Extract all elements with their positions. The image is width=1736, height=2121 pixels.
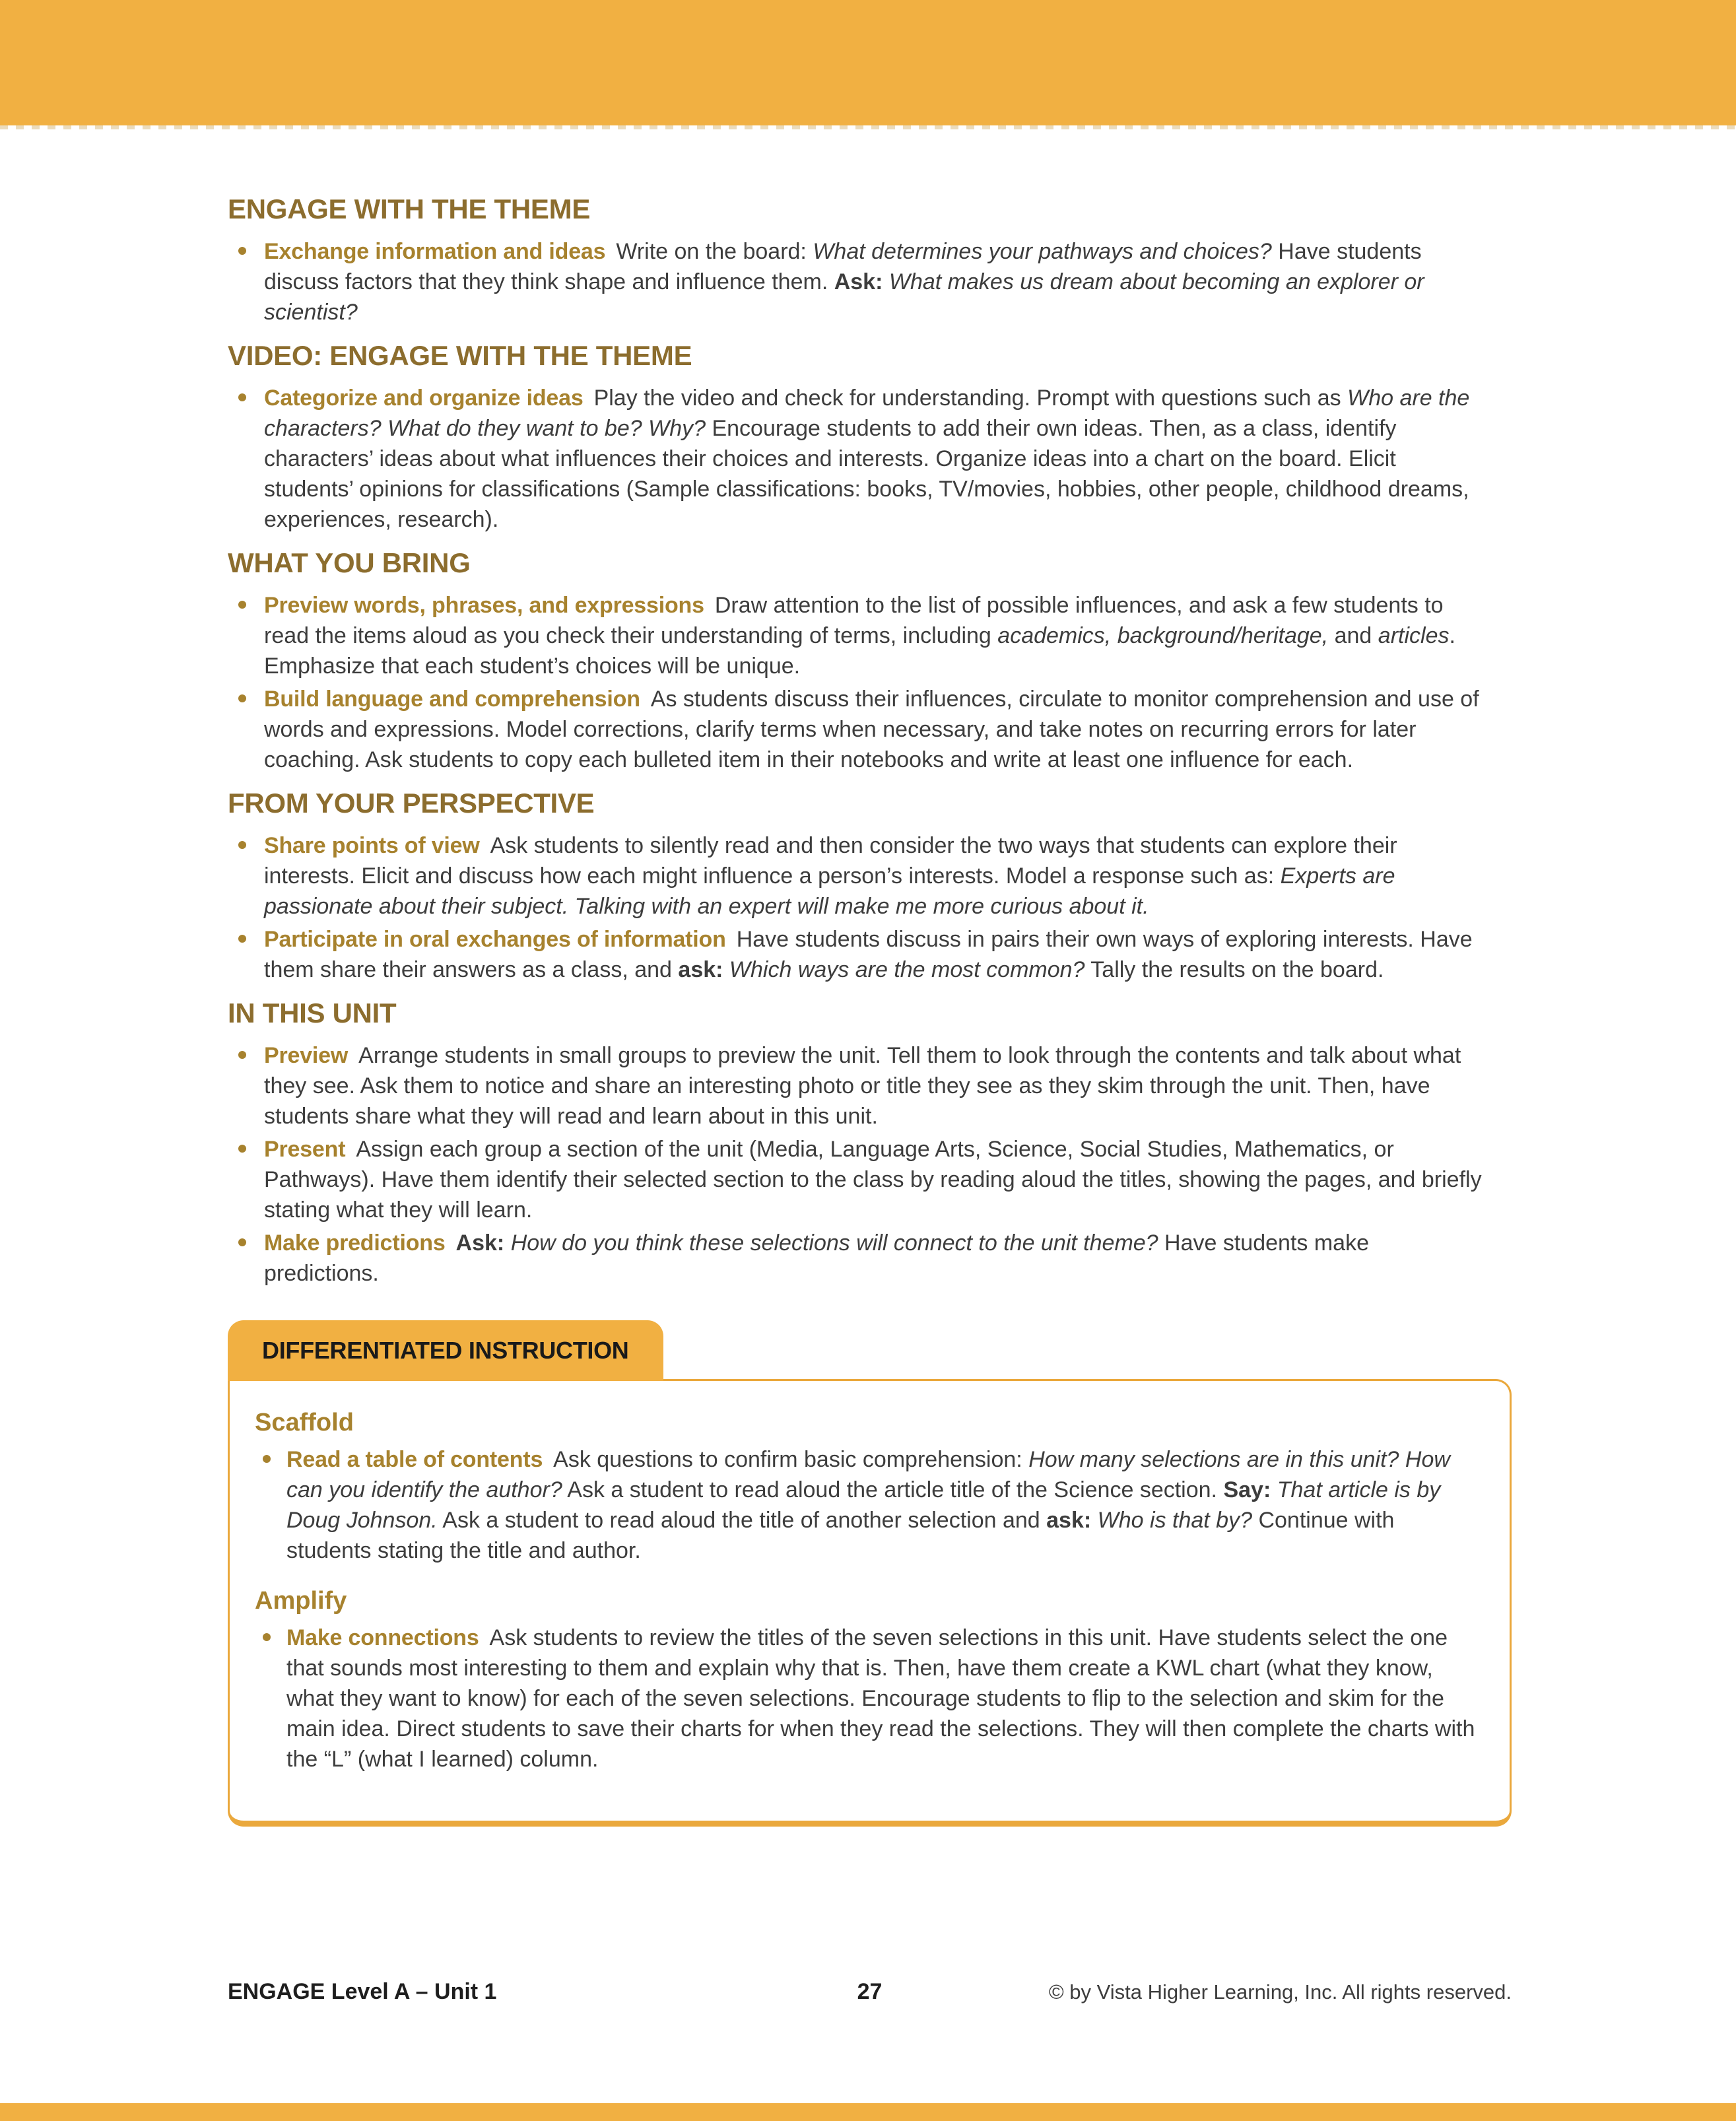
bullet-icon — [238, 393, 246, 401]
bullet-item — [228, 590, 1482, 681]
bullet-text: Write on the board: What determines your pathways and choices? Have students discuss factors that they think shape and influence them. Ask: What makes us dream about becoming an explorer or scientist? — [264, 239, 1424, 325]
bullet-text: Ask questions to confirm basic comprehension: How many selections are in this unit? How can you identify the author? Ask a student to read aloud the article title of the Science section. Say: That article is by Doug Johnson. Ask a student to read aloud the title of another selection and ask: Who is that by? Continue with students stating the title and author. — [286, 1447, 1450, 1563]
bullet-item — [228, 1040, 1482, 1131]
top-banner — [0, 0, 1736, 125]
bullet-text: Draw attention to the list of possible influences, and ask a few students to read the items aloud as you check their understanding of terms, including academics, background/heritage, and articles. Emphasize that each student’s choices will be unique. — [264, 593, 1455, 679]
section-in-this-unit — [228, 998, 1482, 1289]
bullet-list — [228, 1040, 1482, 1289]
section-title: ENGAGE WITH THE THEME — [228, 193, 591, 224]
bullet-text: Assign each group a section of the unit (Media, Language Arts, Science, Social Studies, Mathematics, or Pathways). Have them identify their selected section to the class by reading aloud the titles, showing the pages, and briefly stating what they will learn. — [264, 1137, 1482, 1223]
bullet-icon — [238, 694, 246, 702]
bullet-text: Ask students to review the titles of the seven selections in this unit. Have students select the one that sounds most interesting to them and explain why that is. Then, have them create a KWL chart (what they know, what they want to know) for each of the seven selections. Encourage students to flip to the selection and skim for the main idea. Direct students to save their charts for when they read the selections. They will then complete the charts with the “L” (what I learned) column. — [286, 1625, 1475, 1772]
bullet-text: As students discuss their influences, circulate to monitor comprehension and use of words and expressions. Model corrections, clarify terms when necessary, and take notes on recurring errors for later coaching. Ask students to copy each bulleted item in their notebooks and write at least one influence for each. — [264, 687, 1479, 772]
page-content — [228, 125, 1482, 1827]
bullet-item — [228, 684, 1482, 775]
differentiated-instruction-box — [228, 1320, 1512, 1827]
bullet-icon — [263, 1633, 271, 1641]
section-title: FROM YOUR PERSPECTIVE — [228, 788, 595, 819]
section-from-your-perspective — [228, 788, 1482, 985]
bullet-text: Arrange students in small groups to preview the unit. Tell them to look through the contents and talk about what they see. Ask them to notice and share an interesting photo or title they see as they skim through the unit. Then, have students share what they will read and learn about in this unit. — [264, 1043, 1461, 1129]
bullet-item — [228, 924, 1482, 985]
bullet-icon — [238, 935, 246, 943]
bullet-lead: Preview — [264, 1043, 349, 1068]
bottom-banner — [0, 2103, 1736, 2121]
bullet-text: Ask: How do you think these selections will connect to the unit theme? Have students make predictions. — [264, 1230, 1369, 1286]
section-title: WHAT YOU BRING — [228, 547, 471, 578]
bullet-list — [228, 830, 1482, 985]
footer-copyright: © by Vista Higher Learning, Inc. All rights reserved. — [1048, 1980, 1512, 2003]
section-video-engage-with-the-theme — [228, 341, 1482, 535]
bullet-list — [228, 383, 1482, 535]
di-subsection-title-amplify: Amplify — [255, 1587, 347, 1615]
differentiated-instruction-body — [228, 1379, 1512, 1827]
bullet-icon — [238, 841, 246, 849]
section-engage-with-the-theme — [228, 194, 1482, 327]
bullet-list — [255, 1623, 1481, 1774]
bullet-lead: Participate in oral exchanges of information — [264, 927, 726, 952]
bullet-text: Have students discuss in pairs their own ways of exploring interests. Have them share their answers as a class, and ask: Which ways are the most common? Tally the results on the board. — [264, 927, 1473, 982]
bullet-item — [255, 1623, 1481, 1774]
bullet-lead: Present — [264, 1137, 346, 1162]
bullet-lead: Make predictions — [264, 1230, 446, 1256]
bullet-icon — [238, 1051, 246, 1059]
bullet-item — [255, 1444, 1481, 1566]
bullet-item — [228, 1134, 1482, 1225]
bullet-lead: Make connections — [286, 1625, 479, 1650]
bullet-lead: Exchange information and ideas — [264, 239, 606, 264]
bullet-item — [228, 830, 1482, 922]
di-subsection-title-scaffold: Scaffold — [255, 1409, 354, 1436]
bullet-item — [228, 383, 1482, 535]
bullet-item — [228, 1228, 1482, 1289]
bullet-lead: Share points of view — [264, 833, 480, 858]
section-title: VIDEO: ENGAGE WITH THE THEME — [228, 340, 692, 371]
section-title: IN THIS UNIT — [228, 997, 397, 1028]
bullet-list — [228, 590, 1482, 775]
bullet-text: Ask students to silently read and then consider the two ways that students can explore their interests. Elicit and discuss how each might influence a person’s interests. Model a response such as: Experts are passionate about their subject. Talking with an expert will make me more curious about it. — [264, 833, 1397, 919]
bullet-item — [228, 236, 1482, 327]
bullet-icon — [238, 601, 246, 609]
footer-page-number: 27 — [857, 1979, 883, 2004]
bullet-text: Play the video and check for understanding. Prompt with questions such as Who are the characters? What do they want to be? Why? Encourage students to add their own ideas. Then, as a class, identify characters’ ideas about what influences their choices and interests. Organize ideas into a chart on the board. Elicit students’ opinions for classifications (Sample classifications: books, TV/movies, hobbies, other people, childhood dreams, experiences, research). — [264, 386, 1470, 532]
bullet-icon — [263, 1455, 271, 1463]
bullet-list — [255, 1444, 1481, 1566]
bullet-lead: Build language and comprehension — [264, 687, 640, 712]
bullet-icon — [238, 247, 246, 255]
footer-book-title: ENGAGE Level A – Unit 1 — [228, 1979, 497, 2004]
bullet-list — [228, 236, 1482, 327]
differentiated-instruction-tab: DIFFERENTIATED INSTRUCTION — [228, 1320, 663, 1381]
bullet-lead: Preview words, phrases, and expressions — [264, 593, 704, 618]
bullet-lead: Categorize and organize ideas — [264, 386, 584, 411]
section-what-you-bring — [228, 548, 1482, 775]
bullet-lead: Read a table of contents — [286, 1447, 543, 1472]
page-footer — [228, 1978, 1512, 2006]
bullet-icon — [238, 1238, 246, 1246]
bullet-icon — [238, 1145, 246, 1153]
